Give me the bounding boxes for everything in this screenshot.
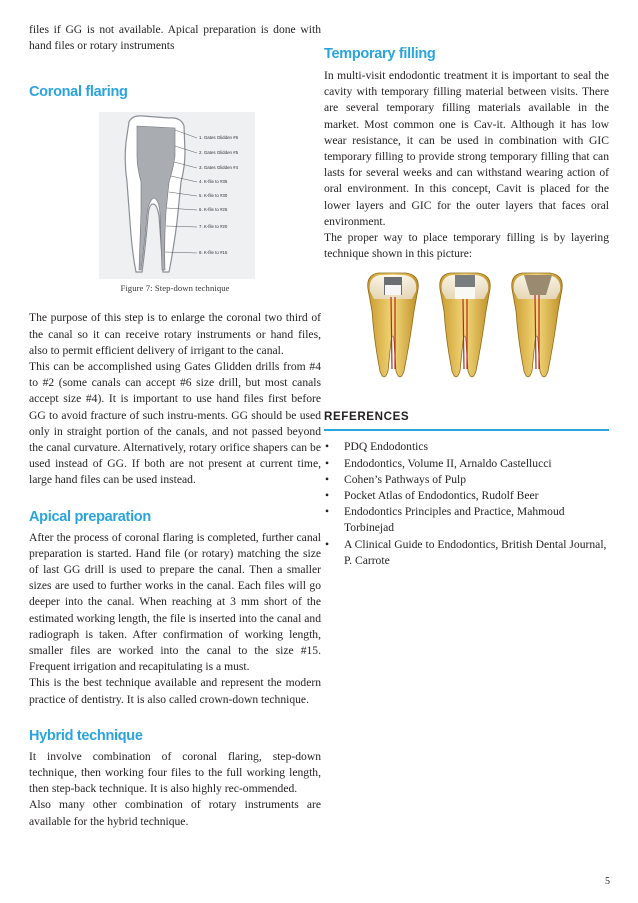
references-list (324, 439, 609, 569)
temporary-filling-paragraph: In multi-visit endodontic treatment it is important to seal the cavity with temporary filling material between visits. There are several temporary filling materials available in the market. Most common one is Cav-it. Although it has low wear resistance, it can be used in combination with GIC temporary filling to provide strong temporary filling that can lasts for several weeks and can withstand wearing action of oral environment. In this concept, Cavit is placed for the lower layers and GIC for the outer layers that faces oral environment. (324, 69, 609, 228)
reference-text: PDQ Endodontics (344, 440, 429, 454)
apical-preparation-paragraph: After the process of coronal flaring is completed, further canal preparation is started. Hand file (or rotary) matching the size of last GG drill is used to prepare the canal. Then a smaller sizes are used to further works in the canal. Each files will go deeper into the canal. When reaching at 3 mm short of the estimated working length, the file is inserted into the canal and radiograph is taken. After confirmation of working length, smaller files are worked into the canal to the size #15. Frequent irrigation and recapitulating is a must. (29, 530, 321, 674)
reference-item (324, 439, 609, 455)
tooth-illustration (368, 273, 419, 377)
figure-label: 8. K-file to #15 (199, 250, 228, 256)
reference-text: Endodontics, Volume II, Arnaldo Castellucci (344, 456, 552, 470)
reference-text: A Clinical Guide to Endodontics, British Dental Journal, P. Carrote (344, 537, 607, 567)
bullet: • (325, 537, 330, 551)
page-number: 5 (605, 876, 610, 887)
temporary-filling-paragraph: The proper way to place temporary filling is by layering technique shown in this picture: (324, 231, 609, 261)
coronal-flaring-paragraph: This can be accomplished using Gates Glidden drills from #4 to #2 (some canals can accept #6 size drill, but most canals accept size #4). It is important to use hand files first before GG to avoid fracture of such instru-ments. GG should be used only in straight portion of the canals, and not passed beyond the canal curvature. Alternatively, rotary orifice shapers can be used instead of GG. If both are not present at current time, large hand files can be used instead. (29, 360, 321, 487)
coronal-flaring-heading: Coronal flaring (29, 84, 128, 101)
hybrid-technique-paragraph: It involve combination of coronal flaring, step-down technique, then working four files to the full working length, then step-back technique. It is also highly rec-ommended. (29, 749, 321, 796)
bullet: • (325, 440, 330, 454)
reference-item (324, 472, 609, 488)
bullet: • (325, 456, 330, 470)
apical-preparation-paragraph: This is the best technique available and represent the modern practice of dentistry. It is also called crown-down technique. (29, 676, 321, 706)
reference-item (324, 504, 609, 536)
figure-label: 6. K-file to #25 (199, 207, 228, 213)
coronal-flaring-paragraph: The purpose of this step is to enlarge the coronal two third of the canal so it can receive rotary instruments or hand files, also to permit efficient delivery of irrigant to the canal. (29, 311, 321, 357)
figure-label: 7. K-file to #20 (199, 224, 228, 230)
step-down-figure (29, 112, 321, 300)
intro-text: files if GG is not available. Apical preparation is done with hand files or rotary instruments (29, 23, 321, 53)
bullet: • (325, 472, 330, 486)
reference-text: Pocket Atlas of Endodontics, Rudolf Beer (344, 489, 539, 503)
figure-label: 1. Gates Glidden #6 (199, 135, 239, 141)
figure-label: 2. Gates Glidden #5 (199, 150, 239, 156)
step-down-tooth-diagram (99, 112, 255, 279)
figure-label: 5. K-file to #30 (199, 193, 228, 199)
hybrid-technique-heading: Hybrid technique (29, 727, 143, 744)
apical-preparation-heading: Apical preparation (29, 508, 151, 525)
bullet: • (325, 489, 330, 503)
reference-item (324, 488, 609, 504)
temporary-filling-teeth-image (324, 271, 609, 386)
reference-item (324, 456, 609, 472)
tooth-illustration (512, 273, 563, 377)
left-column (29, 22, 321, 830)
tooth-illustration (440, 273, 491, 377)
bullet: • (325, 505, 330, 519)
reference-item (324, 537, 609, 569)
figure-label: 3. Gates Glidden #4 (199, 165, 239, 171)
references-heading: REFERENCES (324, 410, 609, 431)
reference-text: Cohen’s Pathways of Pulp (344, 472, 467, 486)
reference-text: Endodontics Principles and Practice, Mahmoud Torbinejad (344, 505, 565, 535)
hybrid-technique-paragraph: Also many other combination of rotary instruments are available for the hybrid technique. (29, 798, 321, 828)
figure-label: 4. K-file to #35 (199, 179, 228, 185)
figure-caption: Figure 7: Step-down technique (120, 283, 230, 294)
temporary-filling-heading: Temporary filling (324, 46, 436, 62)
right-column (324, 45, 609, 569)
